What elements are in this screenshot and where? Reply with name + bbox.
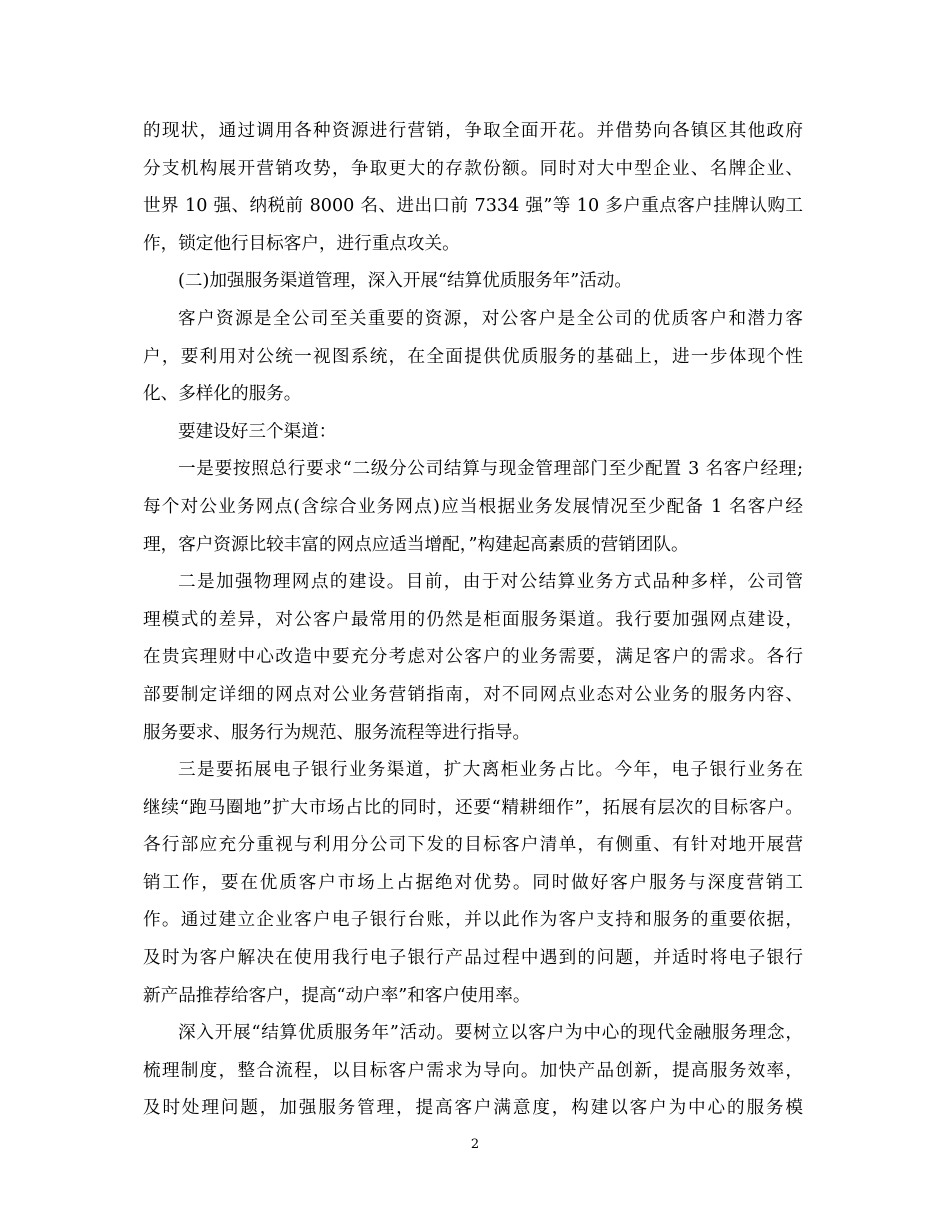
- text-line: 一是要按照总行要求“二级分公司结算与现金管理部门至少配置 3 名客户经理;: [178, 459, 803, 480]
- text-line: 各行部应充分重视与利用分公司下发的目标客户清单，有侧重、有针对地开展营: [143, 835, 803, 856]
- text-line: 分支机构展开营销攻势，争取更大的存款份额。同时对大中型企业、名牌企业、: [143, 158, 803, 179]
- text-line: 梳理制度，整合流程，以目标客户需求为导向。加快产品创新，提高服务效率，: [143, 1060, 803, 1081]
- text-line: 销工作，要在优质客户市场上占据绝对优势。同时做好客户服务与深度营销工: [143, 872, 803, 893]
- text-line: 的现状，通过调用各种资源进行营销，争取全面开花。并借势向各镇区其他政府: [143, 121, 803, 141]
- text-line: 部要制定详细的网点对公业务营销指南，对不同网点业态对公业务的服务内容、: [143, 684, 803, 705]
- text-line: 作，锁定他行目标客户，进行重点攻关。: [143, 233, 460, 254]
- text-line: 作。通过建立企业客户电子银行台账，并以此作为客户支持和服务的重要依据，: [143, 910, 803, 931]
- text-line: 理模式的差异，对公客户最常用的仍然是柜面服务渠道。我行要加强网点建设，: [143, 609, 803, 630]
- text-line: 化、多样化的服务。: [143, 384, 302, 405]
- text-line: 新产品推荐给客户，提高“动户率”和客户使用率。: [143, 985, 531, 1006]
- text-line: 户，要利用对公统一视图系统，在全面提供优质服务的基础上，进一步体现个性: [143, 346, 803, 367]
- text-line: 继续“跑马圈地”扩大市场占比的同时，还要“精耕细作”，拓展有层次的目标客户。: [143, 797, 803, 818]
- text-line: 客户资源是全公司至关重要的资源，对公客户是全公司的优质客户和潜力客: [178, 308, 803, 329]
- document-body: [143, 113, 803, 1128]
- text-line: 及时为客户解决在使用我行电子银行产品过程中遇到的问题，并适时将电子银行: [143, 948, 803, 969]
- text-line: 及时处理问题，加强服务管理，提高客户满意度，构建以客户为中心的服务模: [143, 1098, 803, 1119]
- page-number: 2: [470, 1137, 480, 1152]
- text-line: 要建设好三个渠道：: [178, 421, 337, 442]
- text-line: 深入开展“结算优质服务年”活动。要树立以客户为中心的现代金融服务理念，: [178, 1023, 803, 1044]
- text-line: 理，客户资源比较丰富的网点应适当增配，”构建起高素质的营销团队。: [143, 534, 689, 555]
- section-heading: (二)加强服务渠道管理，深入开展“结算优质服务年”活动。: [178, 271, 632, 292]
- text-line: 服务要求、服务行为规范、服务流程等进行指导。: [143, 722, 531, 743]
- text-line: 在贵宾理财中心改造中要充分考虑对公客户的业务需要，满足客户的需求。各行: [143, 647, 803, 668]
- text-line: 世界 10 强、纳税前 8000 名、进出口前 7334 强”等 10 多户重点客户挂牌认购工: [143, 196, 803, 217]
- text-line: 每个对公业务网点(含综合业务网点)应当根据业务发展情况至少配备 1 名客户经: [143, 496, 803, 517]
- text-line: 三是要拓展电子银行业务渠道，扩大离柜业务占比。今年，电子银行业务在: [178, 760, 803, 781]
- text-line: 二是加强物理网点的建设。目前，由于对公结算业务方式品种多样，公司管: [178, 572, 803, 593]
